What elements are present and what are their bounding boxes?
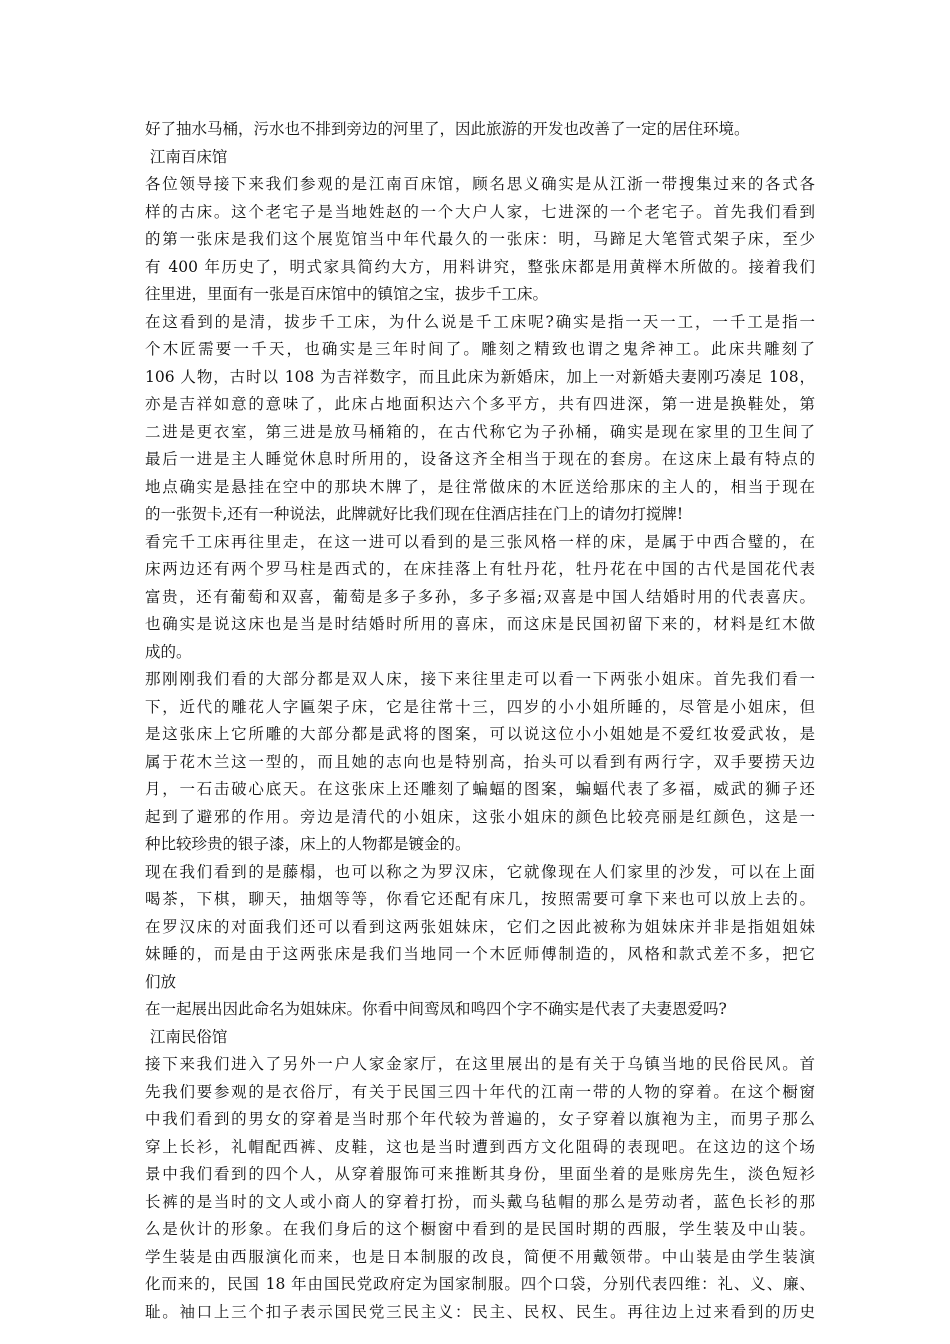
text-line: 样的古床。这个老宅子是当地姓赵的一个大户人家，七进深的一个老宅子。首先我们看到 [145,202,815,221]
text-line: 长裤的是当时的文人或小商人的穿着打扮，而头戴乌毡帽的那么是劳动者，蓝色长衫的那 [145,1192,815,1211]
text-line: 亦是吉祥如意的意味了，此床占地面积达六个多平方，共有四进深，第一进是换鞋处，第 [145,395,815,413]
text-line: 月，一石击破心底天。在这张床上还雕刻了蝙蝠的图案，蝙蝠代表了多福，威武的狮子还 [145,780,815,798]
text-line: 的一张贺卡,还有一种说法，此牌就好比我们现在住酒店挂在门上的请勿打搅牌! [145,505,684,523]
text-line: 么是伙计的形象。在我们身后的这个橱窗中看到的是民国时期的西服，学生装及中山装。 [145,1220,815,1238]
text-line: 二进是更衣室，第三进是放马桶箱的，在古代称它为子孙桶，确实是现在家里的卫生间了 [145,422,815,441]
text-line: 看完千工床再往里走，在这一进可以看到的是三张风格一样的床，是属于中西合璧的，在 [145,532,815,551]
text-line: 先我们要参观的是衣俗厅，有关于民国三四十年代的江南一带的人物的穿着。在这个橱窗 [145,1082,815,1101]
body-text [145,116,815,1326]
text-line: 的第一张床是我们这个展览馆当中年代最久的一张床：明，马蹄足大笔管式架子床，至少 [145,230,815,248]
text-line: 在一起展出因此命名为姐妹床。你看中间鸾凤和鸣四个字不确实是代表了夫妻恩爱吗? [145,1000,727,1018]
text-line: 富贵，还有葡萄和双喜，葡萄是多子多孙，多子多福;双喜是中国人结婚时用的代表喜庆。 [145,587,815,606]
text-line: 是这张床上它所雕的大部分都是武将的图案，可以说这位小小姐她是不爱红妆爱武妆，是 [145,725,815,743]
text-line: 现在我们看到的是藤榻，也可以称之为罗汉床，它就像现在人们家里的沙发，可以在上面 [145,862,815,881]
text-line: 种比较珍贵的银子漆，床上的人物都是镀金的。 [145,835,471,853]
text-line: 在这看到的是清，拔步千工床，为什么说是千工床呢?确实是指一天一工，一千工是指一 [145,312,815,331]
text-line: 往里进，里面有一张是百床馆中的镇馆之宝，拔步千工床。 [145,285,549,303]
text-line: 也确实是说这床也是当是时结婚时所用的喜床，而这床是民国初留下来的，材料是红木做 [145,615,815,633]
text-line: 成的。 [145,642,192,661]
text-line: 学生装是由西服演化而来，也是日本制服的改良，简便不用戴领带。中山装是由学生装演 [145,1247,815,1266]
text-line: 耻。袖口上三个扣子表示国民党三民主义：民主、民权、民生。再往边上过来看到的历史 [145,1302,815,1321]
text-line: 化而来的，民国 18 年由国民党政府定为国家制服。四个口袋，分别代表四维：礼、义、廉、 [145,1275,815,1293]
text-line: 106 人物，古时以 108 为吉祥数字，而且此床为新婚床，加上一对新婚夫妻刚巧凑足 108， [145,367,815,386]
text-line: 江南百床馆 [145,147,228,166]
text-line: 穿上长衫，礼帽配西裤、皮鞋，这也是当时遭到西方文化阻碍的表现吧。在这边的这个场 [145,1137,815,1156]
text-line: 那刚刚我们看的大部分都是双人床，接下来往里走可以看一下两张小姐床。首先我们看一 [145,670,815,688]
text-line: 属于花木兰这一型的，而且她的志向也是特别高，抬头可以看到有两行字，双手要捞天边 [145,752,815,771]
text-line: 下，近代的雕花人字匾架子床，它是往常十三，四岁的小小姐所睡的，尽管是小姐床，但 [145,697,815,716]
text-line: 地点确实是悬挂在空中的那块木牌了，是往常做床的木匠送给那床的主人的，相当于现在 [145,477,815,496]
text-line: 床两边还有两个罗马柱是西式的，在床挂落上有牡丹花，牡丹花在中国的古代是国花代表 [145,560,815,578]
text-line: 们放 [145,972,177,991]
text-line: 最后一进是主人睡觉休息时所用的，设备这齐全相当于现在的套房。在这床上最有特点的 [145,450,815,468]
text-line: 在罗汉床的对面我们还可以看到这两张姐妹床，它们之因此被称为姐妹床并非是指姐姐妹 [145,917,815,936]
text-line: 接下来我们进入了另外一户人家金家厅，在这里展出的是有关于乌镇当地的民俗民风。首 [145,1055,815,1073]
text-line: 中我们看到的男女的穿着是当时那个年代较为普遍的，女子穿着以旗袍为主，而男子那么 [145,1110,815,1128]
text-line: 妹睡的，而是由于这两张床是我们当地同一个木匠师傅制造的，风格和款式差不多，把它 [145,945,815,963]
text-line: 起到了避邪的作用。旁边是清代的小姐床，这张小姐床的颜色比较亮丽是红颜色，这是一 [145,807,815,826]
text-line: 景中我们看到的四个人，从穿着服饰可来推断其身份，里面坐着的是账房先生，淡色短衫 [145,1165,815,1183]
text-line: 各位领导接下来我们参观的是江南百床馆，顾名思义确实是从江浙一带搜集过来的各式各 [145,175,815,193]
text-line: 喝茶，下棋，聊天，抽烟等等，你看它还配有床几，按照需要可拿下来也可以放上去的。 [145,890,815,908]
text-line: 有 400 年历史了，明式家具简约大方，用料讲究，整张床都是用黄榉木所做的。接着我们 [145,257,815,276]
text-line: 江南民俗馆 [145,1027,228,1046]
text-line: 好了抽水马桶，污水也不排到旁边的河里了，因此旅游的开发也改善了一定的居住环境。 [145,120,750,138]
text-line: 个木匠需要一千天，也确实是三年时间了。雕刻之精致也谓之鬼斧神工。此床共雕刻了 [145,340,815,358]
